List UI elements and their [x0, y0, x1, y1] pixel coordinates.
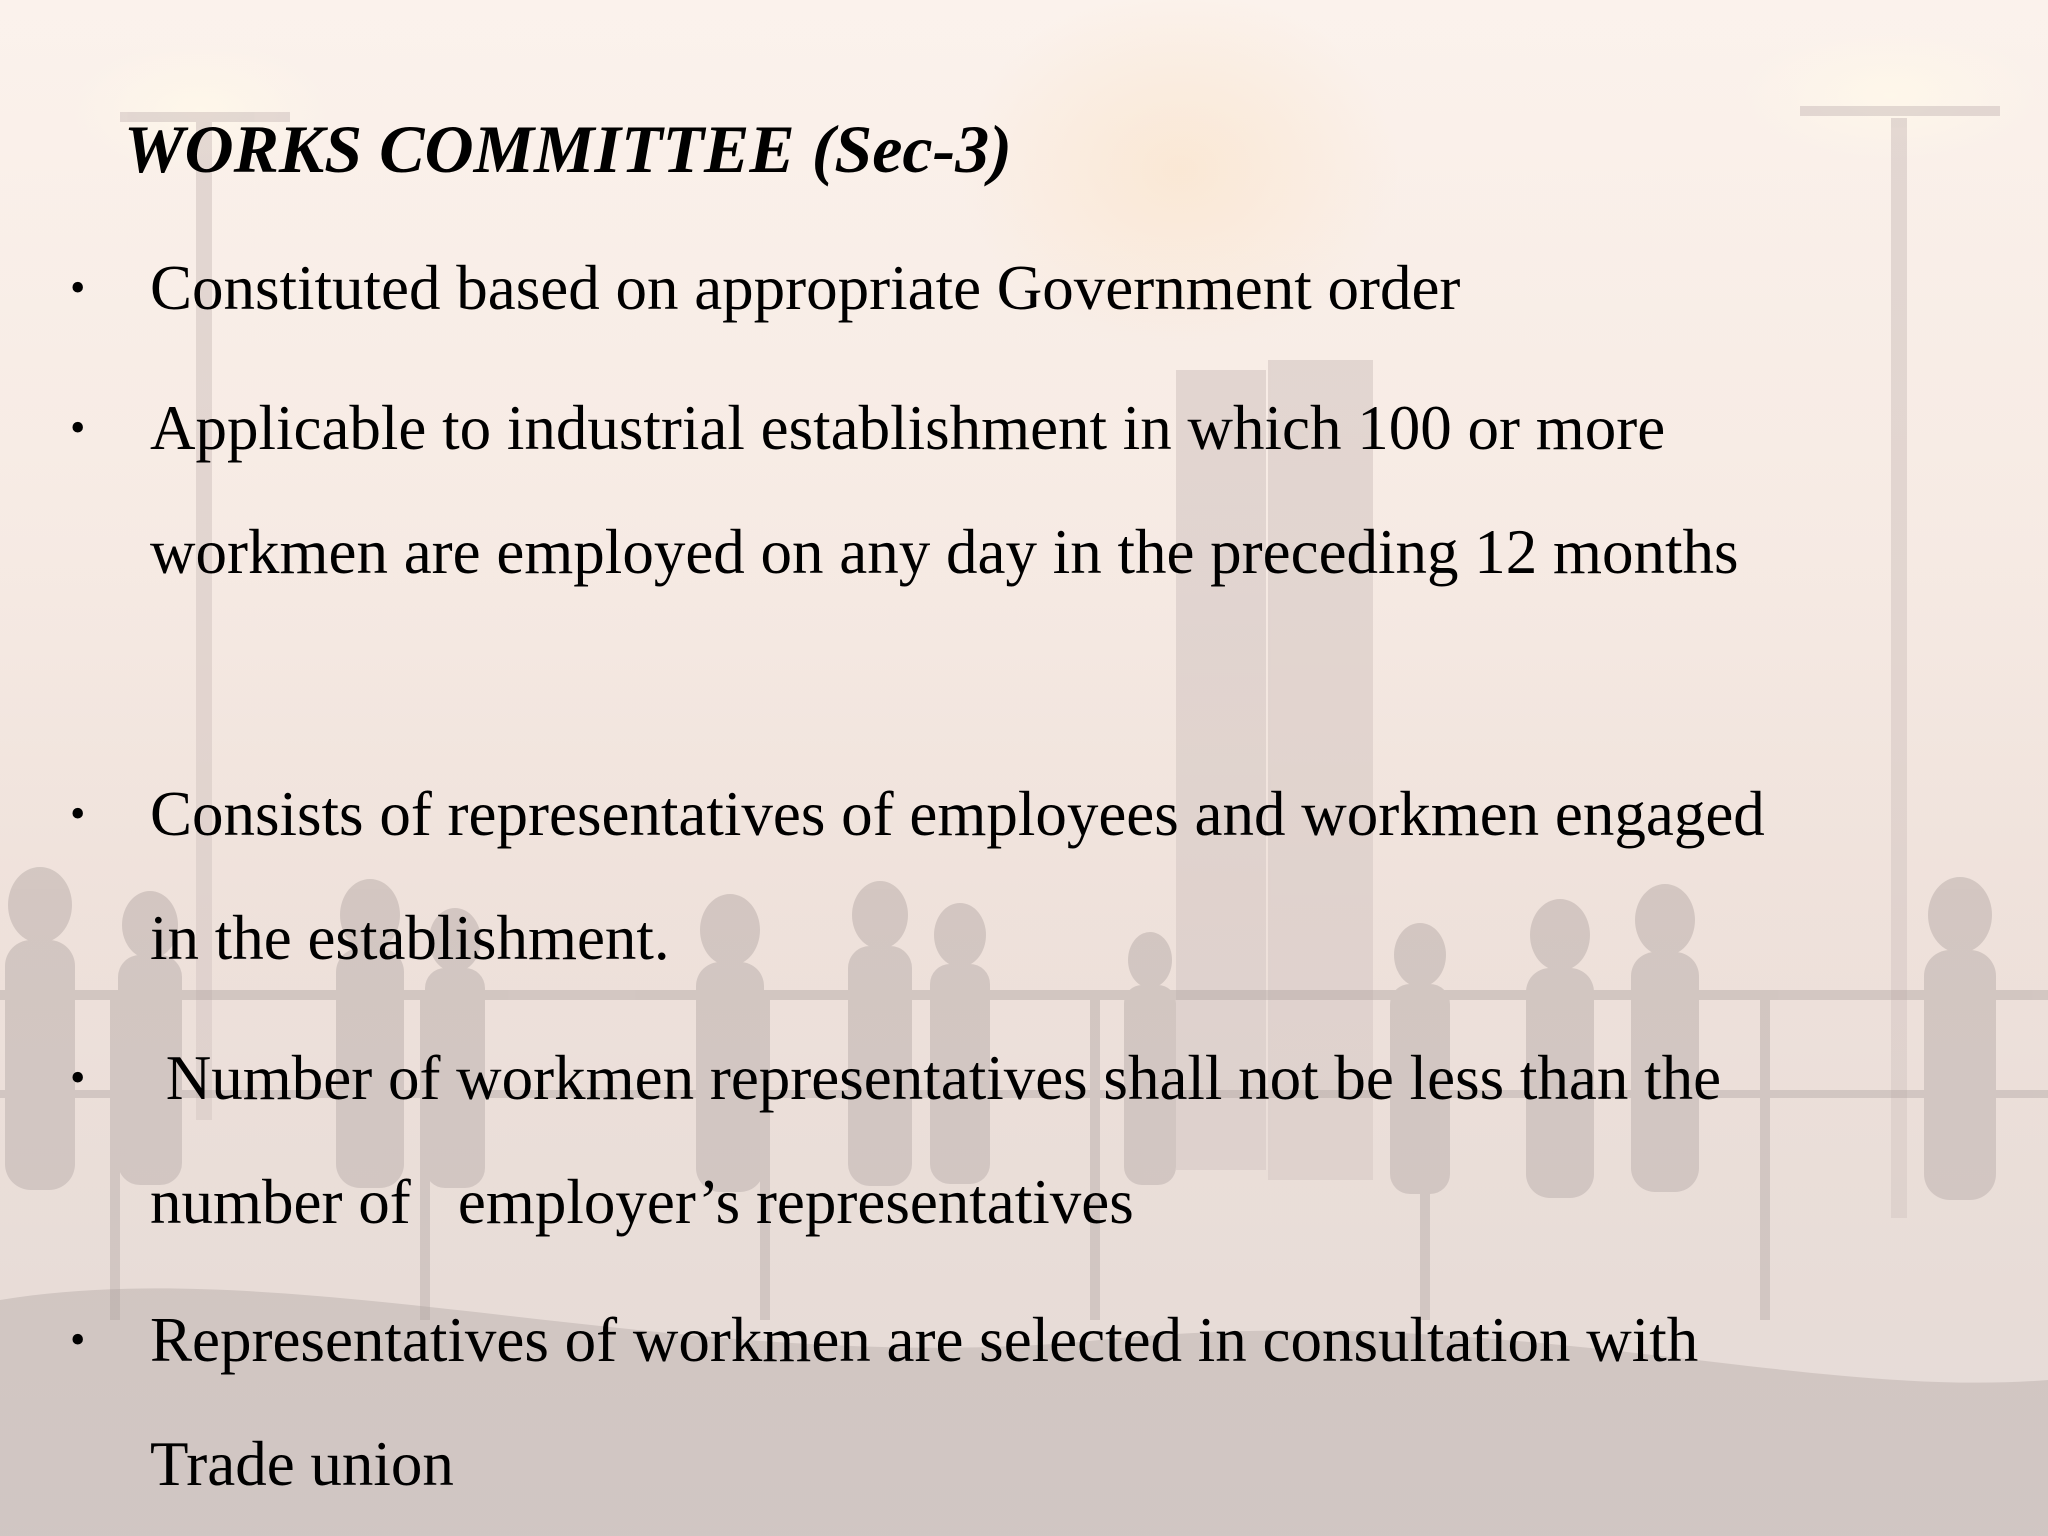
bullet-item — [70, 1278, 1970, 1526]
bullet-icon: • — [70, 1315, 86, 1364]
bullet-icon: • — [70, 403, 86, 452]
bullet-text-line: Representatives of workmen are selected in consultation with — [150, 1305, 1699, 1375]
bullet-icon: • — [70, 1053, 86, 1102]
bullet-text-line: Number of workmen representatives shall not be less than the — [150, 1043, 1722, 1113]
bullet-item — [70, 226, 1970, 350]
bullet-text-line: Trade union — [150, 1429, 454, 1499]
bullet-text-line: in the establishment. — [150, 903, 670, 973]
bullet-text-line: Consists of representatives of employees and workmen engaged — [150, 779, 1765, 849]
bullet-item — [70, 1016, 1970, 1264]
bullet-item — [70, 752, 1970, 1000]
bullet-text-line: workmen are employed on any day in the preceding 12 months — [150, 517, 1739, 587]
slide-title: WORKS COMMITTEE (Sec-3) — [124, 111, 1012, 187]
bullet-text-line: number of employer’s representatives — [150, 1167, 1134, 1237]
bullet-text-line: Constituted based on appropriate Government order — [150, 253, 1461, 323]
bullet-icon: • — [70, 789, 86, 838]
bullet-text-line: Applicable to industrial establishment in which 100 or more — [150, 393, 1666, 463]
bullet-icon: • — [70, 263, 86, 312]
bullet-item — [70, 366, 1970, 614]
